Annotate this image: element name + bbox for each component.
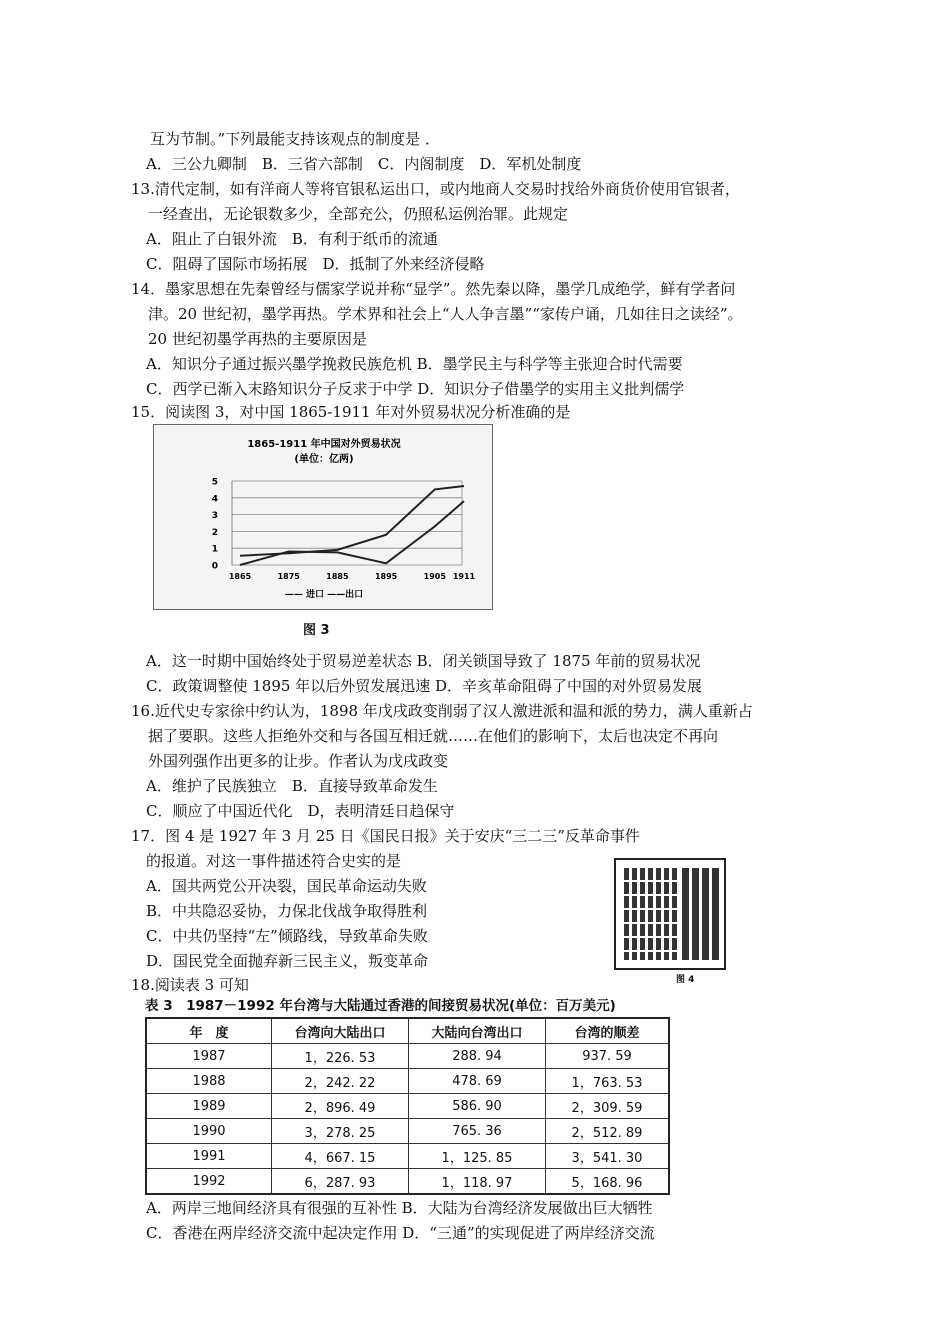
table-cell: 1992 (146, 1169, 272, 1195)
table-header-row (146, 1018, 669, 1044)
table-header-cell: 台湾的顺差 (546, 1018, 670, 1044)
question-16-option-cd: C．顺应了中国近代化 D，表明清廷日趋保守 (146, 802, 455, 820)
table-cell: 6，287. 93 (272, 1169, 409, 1195)
table-cell: 1，226. 53 (272, 1044, 409, 1069)
question-14-stem: 14．墨家思想在先秦曾经与儒家学说并称“显学”。然先秦以降，墨学几成绝学，鲜有学者问 (131, 280, 736, 298)
table-3-title: 表 3 1987－1992 年台湾与大陆通过香港的间接贸易状况(单位：百万美元) (145, 998, 616, 1014)
question-14-option-cd: C．西学已渐入末路知识分子反求于中学 D．知识分子借墨学的实用主义批判儒学 (146, 380, 685, 398)
question-18-option-ab: A．两岸三地间经济具有很强的互补性 B．大陆为台湾经济发展做出巨大牺牲 (146, 1199, 653, 1217)
table-cell: 5，168. 96 (546, 1169, 670, 1195)
table-cell: 1988 (146, 1069, 272, 1094)
table-cell: 1，125. 85 (409, 1144, 546, 1169)
table-cell: 4，667. 15 (272, 1144, 409, 1169)
question-16-stem: 16.近代史专家徐中约认为，1898 年戊戌政变削弱了汉人激进派和温和派的势力，满人重新占 (131, 702, 753, 720)
question-18-stem: 18.阅读表 3 可知 (131, 976, 249, 994)
figure-4-newspaper-image (614, 858, 726, 970)
text-line: 的报道。对这一事件描述符合史实的是 (146, 852, 402, 870)
question-13-stem: 13.清代定制，如有洋商人等将官银私运出口，或内地商人交易时找给外商货价使用官银者， (131, 180, 740, 198)
table-row (146, 1069, 669, 1094)
newspaper-clipping-graphic (616, 860, 724, 968)
text-line: 20 世纪初墨学再热的主要原因是 (148, 330, 367, 348)
question-17-option-d: D．国民党全面抛弃新三民主义，叛变革命 (146, 952, 429, 970)
table-cell: 1，763. 53 (546, 1069, 670, 1094)
table-cell: 937. 59 (546, 1044, 670, 1069)
table-header-cell: 大陆向台湾出口 (409, 1018, 546, 1044)
x-tick-label: 1865 (228, 572, 252, 581)
trade-line-chart (154, 425, 492, 609)
text-line: 外国列强作出更多的让步。作者认为戊戌政变 (148, 752, 449, 770)
table-row (146, 1144, 669, 1169)
table-row (146, 1044, 669, 1069)
y-tick-label: 0 (211, 561, 218, 572)
figure-4-caption: 图 4 (676, 975, 695, 985)
chart-title: 1865-1911 年中国对外贸易状况 (247, 439, 401, 450)
table-header-cell: 年 度 (146, 1018, 272, 1044)
question-14-option-ab: A．知识分子通过振兴墨学挽救民族危机 B．墨学民主与科学等主张迎合时代需要 (146, 355, 683, 373)
table-row (146, 1119, 669, 1144)
question-15-option-ab: A．这一时期中国始终处于贸易逆差状态 B．闭关锁国导致了 1875 年前的贸易状况 (146, 652, 701, 670)
table-row (146, 1094, 669, 1119)
table-cell: 3，278. 25 (272, 1119, 409, 1144)
table-cell: 586. 90 (409, 1094, 546, 1119)
y-tick-label: 3 (211, 511, 218, 522)
question-17-stem: 17．图 4 是 1927 年 3 月 25 日《国民日报》关于安庆“三二三”反革命事件 (131, 827, 640, 845)
question-17-option-c: C．中共仍坚持“左”倾路线，导致革命失败 (146, 927, 428, 945)
y-tick-label: 5 (211, 477, 218, 488)
question-18-option-cd: C．香港在两岸经济交流中起决定作用 D．“三通”的实现促进了两岸经济交流 (146, 1224, 655, 1242)
table-cell: 1，118. 97 (409, 1169, 546, 1195)
table-cell: 2，242. 22 (272, 1069, 409, 1094)
table-cell: 1987 (146, 1044, 272, 1069)
table-cell: 2，896. 49 (272, 1094, 409, 1119)
chart-subtitle: (单位：亿两) (294, 454, 354, 465)
text-line: 一经查出，无论银数多少，全部充公，仍照私运例治罪。此规定 (148, 205, 569, 223)
question-17-option-b: B．中共隐忍妥协，力保北伐战争取得胜利 (146, 902, 428, 920)
x-tick-label: 1895 (374, 572, 398, 581)
question-13-option-cd: C．阻碍了国际市场拓展 D．抵制了外来经济侵略 (146, 255, 485, 273)
question-17-option-a: A．国共两党公开决裂，国民革命运动失败 (146, 877, 427, 895)
question-13-option-ab: A．阻止了白银外流 B．有利于纸币的流通 (146, 230, 438, 248)
x-tick-label: 1885 (326, 572, 349, 581)
figure-3-caption: 图 3 (303, 623, 330, 638)
text-line: 津。20 世纪初，墨学再热。学术界和社会上“人人争言墨”“家传户诵，几如往日之读经”。 (148, 305, 743, 323)
y-tick-label: 4 (211, 494, 218, 505)
figure-3-chart (153, 424, 493, 610)
text-line: 互为节制。”下列最能支持该观点的制度是 ． (150, 130, 440, 148)
x-tick-label: 1875 (277, 572, 300, 581)
table-row (146, 1169, 669, 1195)
x-tick-label: 1911 (452, 572, 476, 581)
table-cell: 288. 94 (409, 1044, 546, 1069)
table-cell: 765. 36 (409, 1119, 546, 1144)
question-15-stem: 15．阅读图 3，对中国 1865-1911 年对外贸易状况分析准确的是 (131, 403, 571, 421)
table-cell: 3，541. 30 (546, 1144, 670, 1169)
table-cell: 2，309. 59 (546, 1094, 670, 1119)
question-12-options: A．三公九卿制 B．三省六部制 C．内阁制度 D．军机处制度 (146, 155, 582, 173)
table-cell: 1989 (146, 1094, 272, 1119)
table-cell: 1990 (146, 1119, 272, 1144)
series-line-export (240, 501, 464, 565)
table-header-cell: 台湾向大陆出口 (272, 1018, 409, 1044)
question-16-option-ab: A．维护了民族独立 B．直接导致革命发生 (146, 777, 438, 795)
y-tick-label: 2 (211, 527, 218, 538)
table-cell: 1991 (146, 1144, 272, 1169)
text-line: 据了要职。这些人拒绝外交和与各国互相迁就……在他们的影响下，太后也决定不再向 (148, 727, 719, 745)
series-line-import (240, 486, 464, 556)
y-tick-label: 1 (211, 544, 218, 555)
table-cell: 478. 69 (409, 1069, 546, 1094)
chart-legend: —— 进口 ——出口 (284, 590, 364, 600)
table-3 (145, 1017, 670, 1195)
question-15-option-cd: C．政策调整使 1895 年以后外贸发展迅速 D．辛亥革命阻碍了中国的对外贸易发展 (146, 677, 702, 695)
table-cell: 2，512. 89 (546, 1119, 670, 1144)
x-tick-label: 1905 (423, 572, 446, 581)
